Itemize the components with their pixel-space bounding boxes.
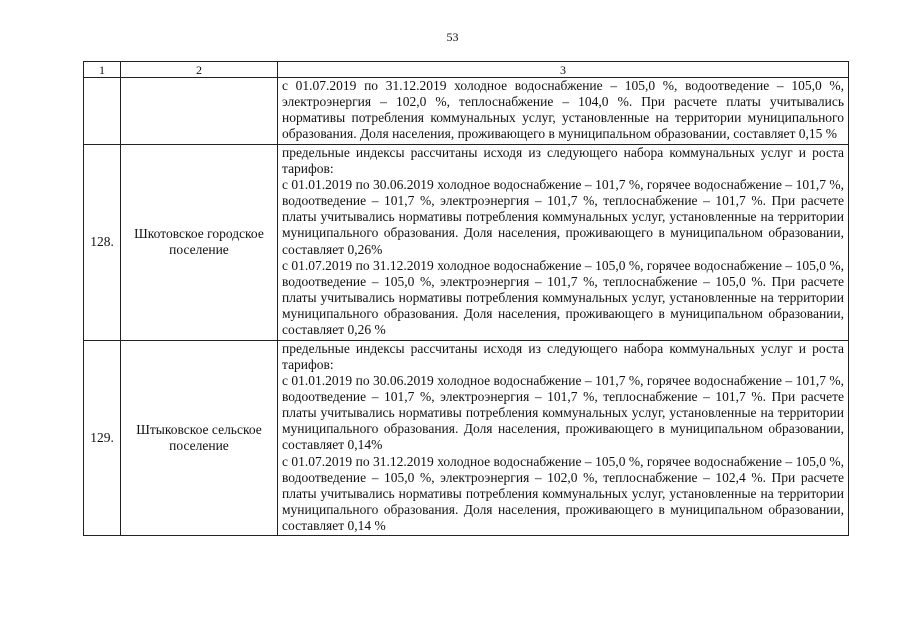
column-header-3: 3 xyxy=(278,62,849,78)
table-row xyxy=(84,144,849,340)
tariff-paragraph: с 01.07.2019 по 31.12.2019 холодное водоснабжение – 105,0 %, горячее водоснабжение – 105,0 %, водоотведение – 105,0 %, электроэнергия – 102,0 %, теплоснабжение – 102,4 %. При расчете платы учитывались нормативы потребления коммунальных услуг, установленные на территории муниципального образования. Доля населения, проживающего в муниципальном образовании, составляет 0,14 % xyxy=(282,453,844,534)
table-header-row xyxy=(84,62,849,78)
table-row xyxy=(84,78,849,145)
tariff-paragraph: с 01.07.2019 по 31.12.2019 холодное водоснабжение – 105,0 %, водоотведение – 105,0 %, электроэнергия – 102,0 %, теплоснабжение – 104,0 %. При расчете платы учитывались нормативы потребления коммунальных услуг, установленные на территории муниципального образования. Доля населения, проживающего в муниципальном образовании, составляет 0,15 % xyxy=(282,78,844,142)
row-number-cell: 129. xyxy=(84,340,121,536)
tariff-index-table xyxy=(83,61,849,536)
tariff-paragraph: с 01.07.2019 по 31.12.2019 холодное водоснабжение – 105,0 %, горячее водоснабжение – 105,0 %, водоотведение – 105,0 %, электроэнергия – 101,7 %, теплоснабжение – 105,0 %. При расчете платы учитывались нормативы потребления коммунальных услуг, установленные на территории муниципального образования. Доля населения, проживающего в муниципальном образовании, составляет 0,26 % xyxy=(282,257,844,338)
municipality-name-cell xyxy=(121,78,278,145)
tariff-description-cell xyxy=(278,144,849,340)
tariff-paragraph: с 01.01.2019 по 30.06.2019 холодное водоснабжение – 101,7 %, горячее водоснабжение – 101,7 %, водоотведение – 101,7 %, электроэнергия – 101,7 %, теплоснабжение – 101,7 %. При расчете платы учитывались нормативы потребления коммунальных услуг, установленные на территории муниципального образования. Доля населения, проживающего в муниципальном образовании, составляет 0,26% xyxy=(282,176,844,257)
tariff-paragraph: с 01.01.2019 по 30.06.2019 холодное водоснабжение – 101,7 %, горячее водоснабжение – 101,7 %, водоотведение – 101,7 %, электроэнергия – 101,7 %, теплоснабжение – 101,7 %. При расчете платы учитывались нормативы потребления коммунальных услуг, установленные на территории муниципального образования. Доля населения, проживающего в муниципальном образовании, составляет 0,14% xyxy=(282,372,844,453)
tariff-paragraph: предельные индексы рассчитаны исходя из следующего набора коммунальных услуг и роста тарифов: xyxy=(282,144,844,176)
tariff-paragraph: предельные индексы рассчитаны исходя из следующего набора коммунальных услуг и роста тарифов: xyxy=(282,340,844,372)
row-number-cell xyxy=(84,78,121,145)
column-header-2: 2 xyxy=(121,62,278,78)
municipality-name-cell: Штыковское сельское поселение xyxy=(121,340,278,536)
row-number-cell: 128. xyxy=(84,144,121,340)
tariff-description-cell xyxy=(278,340,849,536)
table-row xyxy=(84,340,849,536)
municipality-name-cell: Шкотовское городское поселение xyxy=(121,144,278,340)
page-number: 53 xyxy=(446,30,459,44)
tariff-description-cell xyxy=(278,78,849,145)
column-header-1: 1 xyxy=(84,62,121,78)
